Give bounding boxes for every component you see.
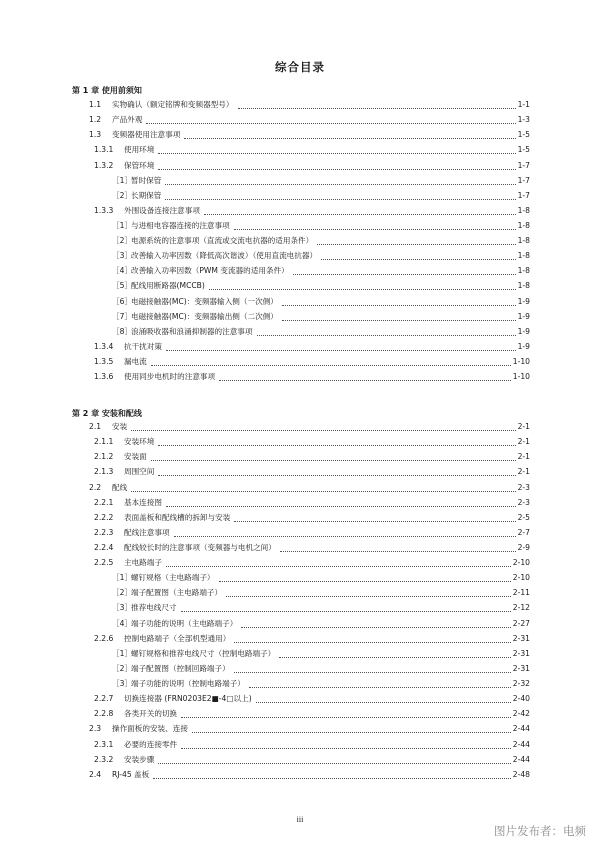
entry-number: 1.1 xyxy=(89,100,102,109)
entry-number: 2.2.3 xyxy=(94,527,114,537)
toc-entry[interactable] xyxy=(0,587,600,599)
dot-leader xyxy=(321,259,516,260)
toc-entry[interactable] xyxy=(0,739,600,751)
toc-entry[interactable] xyxy=(0,663,600,675)
entry-page: 2-3 xyxy=(517,482,530,492)
entry-page: 2-1 xyxy=(517,467,530,477)
entry-title: 浪涌吸收器和浪涌抑制器的注意事项 xyxy=(131,326,253,336)
toc-entry[interactable] xyxy=(0,542,600,554)
entry-title: 推荐电线尺寸 xyxy=(131,603,177,613)
dot-leader xyxy=(209,289,516,290)
entry-number: 2.1 xyxy=(89,422,102,431)
entry-title: 切换连接器 (FRN0203E2■-4□以上) xyxy=(124,694,252,704)
entry-number: 2.1.2 xyxy=(94,452,114,462)
entry-title: 变频器使用注意事项 xyxy=(112,130,181,140)
toc-entry[interactable] xyxy=(0,451,600,463)
entry-title: 各类开关的切换 xyxy=(124,709,178,719)
entry-page: 2-11 xyxy=(512,588,530,598)
dot-leader xyxy=(219,380,511,381)
entry-title: 长期保管 xyxy=(131,190,162,200)
entry-title: 端子配置图（主电路端子） xyxy=(131,588,223,598)
dot-leader xyxy=(257,335,516,336)
toc-entry[interactable] xyxy=(0,280,600,292)
entry-title: 配线 xyxy=(112,482,128,492)
entry-page: 2-10 xyxy=(512,558,530,568)
dot-leader xyxy=(249,687,511,688)
dot-leader xyxy=(174,536,516,537)
dot-leader xyxy=(166,350,516,351)
entry-number: ［2］ xyxy=(112,588,133,598)
entry-title: 安装环境 xyxy=(124,437,155,447)
dot-leader xyxy=(181,748,511,749)
entry-number: 2.2.5 xyxy=(94,558,114,568)
entry-number: ［2］ xyxy=(112,190,133,200)
chapter-heading: 第 1 章 使用前须知 xyxy=(72,86,142,95)
entry-page: 1-7 xyxy=(517,175,530,185)
entry-page: 1-7 xyxy=(517,160,530,170)
entry-title: 电磁接触器(MC)：变频器输入侧（一次侧） xyxy=(131,296,278,306)
entry-page: 2-44 xyxy=(512,739,530,749)
dot-leader xyxy=(238,108,516,109)
chapter-heading: 第 2 章 安装和配线 xyxy=(72,409,142,418)
dot-leader xyxy=(146,123,515,124)
entry-number: ［3］ xyxy=(112,251,133,261)
entry-page: 1-3 xyxy=(517,115,530,125)
entry-page: 2-42 xyxy=(512,709,530,719)
toc-entry[interactable] xyxy=(0,754,600,766)
toc-entry[interactable] xyxy=(0,144,600,156)
toc-entry[interactable] xyxy=(0,466,600,478)
toc-entry[interactable] xyxy=(0,205,600,217)
entry-number: 1.3.1 xyxy=(94,145,114,155)
entry-page: 2-31 xyxy=(512,663,530,673)
dot-leader xyxy=(158,475,515,476)
entry-title: 螺钉规格（主电路端子） xyxy=(131,573,215,583)
entry-title: 端子功能的说明（控制电路端子） xyxy=(131,679,245,688)
entry-number: 2.2.6 xyxy=(94,633,114,643)
dot-leader xyxy=(181,611,511,612)
toc-entry[interactable] xyxy=(0,648,600,660)
entry-page: 1-9 xyxy=(517,311,530,321)
toc-entry[interactable] xyxy=(0,482,600,494)
toc-entry[interactable] xyxy=(0,723,600,735)
toc-entry[interactable] xyxy=(0,296,600,308)
entry-number: ［6］ xyxy=(112,296,133,306)
entry-number: ［2］ xyxy=(112,236,133,246)
entry-page: 1-5 xyxy=(517,130,530,140)
dot-leader xyxy=(166,506,516,507)
dot-leader xyxy=(226,596,511,597)
entry-title: 配线注意事项 xyxy=(124,527,170,537)
publisher-watermark: 图片发布者：电频 xyxy=(494,824,586,838)
entry-title: 基本连接图 xyxy=(124,497,162,507)
toc-entry[interactable] xyxy=(0,160,600,172)
entry-page: 2-1 xyxy=(517,452,530,462)
entry-number: ［4］ xyxy=(112,266,133,276)
dot-leader xyxy=(279,657,510,658)
entry-page: 1-1 xyxy=(517,100,530,109)
entry-number: 1.3.5 xyxy=(94,357,114,366)
entry-page: 2-44 xyxy=(512,754,530,764)
toc-entry[interactable] xyxy=(0,356,600,368)
dot-leader xyxy=(234,229,516,230)
dot-leader xyxy=(165,184,515,185)
entry-number: 2.2.7 xyxy=(94,694,114,704)
toc-entry[interactable] xyxy=(0,341,600,353)
entry-page: 2-32 xyxy=(512,679,530,688)
entry-title: 使用环境 xyxy=(124,145,155,155)
toc-entry[interactable] xyxy=(0,311,600,323)
dot-leader xyxy=(166,566,511,567)
dot-leader xyxy=(184,138,515,139)
toc-entry[interactable] xyxy=(0,436,600,448)
entry-number: 2.2.2 xyxy=(94,512,114,522)
entry-title: 操作面板的安装、连接 xyxy=(112,724,188,734)
dot-leader xyxy=(131,430,515,431)
dot-leader xyxy=(153,778,511,779)
entry-title: 配线用断路器(MCCB) xyxy=(131,281,205,291)
toc-entry[interactable] xyxy=(0,678,600,690)
toc-entry[interactable] xyxy=(0,602,600,614)
entry-title: 使用同步电机时的注意事项 xyxy=(124,372,216,382)
entry-title: 安装步骤 xyxy=(124,754,155,764)
entry-page: 1-5 xyxy=(517,145,530,155)
entry-title: 暂时保管 xyxy=(131,175,162,185)
toc-entry[interactable] xyxy=(0,190,600,202)
entry-number: 2.2 xyxy=(89,482,102,492)
dot-leader xyxy=(181,717,511,718)
entry-title: 主电路端子 xyxy=(124,558,162,568)
dot-leader xyxy=(204,214,516,215)
toc-entry[interactable] xyxy=(0,250,600,262)
entry-title: 漏电流 xyxy=(124,357,147,366)
entry-page: 1-8 xyxy=(517,221,530,230)
entry-page: 2-27 xyxy=(512,618,530,628)
toc-entry[interactable] xyxy=(0,175,600,187)
dot-leader xyxy=(241,627,510,628)
entry-title: 配线较长时的注意事项（变频器与电机之间） xyxy=(124,543,276,552)
dot-leader xyxy=(158,763,510,764)
toc-entry[interactable] xyxy=(0,265,600,277)
entry-page: 2-31 xyxy=(512,633,530,643)
entry-title: 保管环境 xyxy=(124,160,155,170)
dot-leader xyxy=(234,521,515,522)
dot-leader xyxy=(256,702,511,703)
entry-page: 1-7 xyxy=(517,190,530,200)
toc-entry[interactable] xyxy=(0,557,600,569)
entry-number: 1.3.3 xyxy=(94,205,114,215)
entry-number: 2.1.3 xyxy=(94,467,114,477)
dot-leader xyxy=(165,199,515,200)
entry-number: ［1］ xyxy=(112,175,133,185)
entry-page: 2-44 xyxy=(512,724,530,734)
dot-leader xyxy=(234,642,510,643)
entry-title: 安装 xyxy=(112,422,128,431)
toc-entry[interactable] xyxy=(0,572,600,584)
entry-title: 电源系统的注意事项（直流或交流电抗器的适用条件） xyxy=(131,236,314,246)
entry-number: ［3］ xyxy=(112,679,133,688)
entry-title: 必要的连接零件 xyxy=(124,739,178,749)
entry-number: 2.4 xyxy=(89,769,102,779)
entry-number: 1.3.4 xyxy=(94,341,114,351)
entry-number: ［1］ xyxy=(112,221,133,230)
toc-entry[interactable] xyxy=(0,421,600,433)
toc-entry[interactable] xyxy=(0,114,600,126)
entry-number: ［1］ xyxy=(112,573,133,583)
entry-page: 1-8 xyxy=(517,266,530,276)
entry-page: 2-31 xyxy=(512,648,530,658)
entry-number: 2.1.1 xyxy=(94,437,114,447)
entry-title: 螺钉规格和推荐电线尺寸（控制电路端子） xyxy=(131,648,276,658)
toc-entry[interactable] xyxy=(0,769,600,781)
dot-leader xyxy=(192,732,511,733)
entry-title: 实物确认（额定铭牌和变频器型号） xyxy=(112,100,234,109)
entry-title: RJ-45 盖板 xyxy=(112,769,150,779)
entry-page: 1-9 xyxy=(517,341,530,351)
entry-page: 1-10 xyxy=(512,372,530,382)
entry-title: 端子配置图（控制回路端子） xyxy=(131,663,230,673)
dot-leader xyxy=(131,491,515,492)
entry-page: 2-1 xyxy=(517,422,530,431)
entry-number: 2.3 xyxy=(89,724,102,734)
dot-leader xyxy=(151,365,511,366)
entry-page: 1-9 xyxy=(517,296,530,306)
entry-page: 1-10 xyxy=(512,357,530,366)
dot-leader xyxy=(282,305,516,306)
dot-leader xyxy=(234,672,511,673)
entry-number: 2.3.2 xyxy=(94,754,114,764)
entry-page: 2-7 xyxy=(517,527,530,537)
toc-entry[interactable] xyxy=(0,633,600,645)
entry-number: ［1］ xyxy=(112,648,133,658)
entry-page: 2-9 xyxy=(517,543,530,552)
entry-page: 1-8 xyxy=(517,281,530,291)
entry-number: 1.3 xyxy=(89,130,102,140)
entry-page: 2-10 xyxy=(512,573,530,583)
entry-number: 2.2.8 xyxy=(94,709,114,719)
entry-title: 端子功能的说明（主电路端子） xyxy=(131,618,238,628)
entry-page: 2-48 xyxy=(512,769,530,779)
dot-leader xyxy=(282,320,516,321)
entry-page: 2-1 xyxy=(517,437,530,447)
entry-number: ［3］ xyxy=(112,603,133,613)
entry-title: 电磁接触器(MC)：变频器输出侧（二次侧） xyxy=(131,311,278,321)
entry-number: 1.3.6 xyxy=(94,372,114,382)
dot-leader xyxy=(293,274,516,275)
toc-entry[interactable] xyxy=(0,693,600,705)
entry-number: 1.2 xyxy=(89,115,102,125)
entry-number: ［4］ xyxy=(112,618,133,628)
entry-number: 2.3.1 xyxy=(94,739,114,749)
dot-leader xyxy=(280,551,516,552)
entry-title: 表面盖板和配线槽的拆卸与安装 xyxy=(124,512,231,522)
entry-page: 2-40 xyxy=(512,694,530,704)
dot-leader xyxy=(158,445,515,446)
dot-leader xyxy=(219,581,511,582)
entry-page: 1-8 xyxy=(517,205,530,215)
entry-title: 安装面 xyxy=(124,452,147,462)
toc-entry[interactable] xyxy=(0,497,600,509)
entry-number: ［5］ xyxy=(112,281,133,291)
toc-entry[interactable] xyxy=(0,220,600,232)
dot-leader xyxy=(158,169,515,170)
toc-entry[interactable] xyxy=(0,129,600,141)
entry-number: ［7］ xyxy=(112,311,133,321)
toc-entry[interactable] xyxy=(0,235,600,247)
entry-title: 抗干扰对策 xyxy=(124,341,162,351)
entry-title: 产品外观 xyxy=(112,115,143,125)
toc-entry[interactable] xyxy=(0,326,600,338)
dot-leader xyxy=(317,244,515,245)
entry-page: 2-12 xyxy=(512,603,530,613)
entry-page: 1-9 xyxy=(517,326,530,336)
page-title: 综合目录 xyxy=(275,60,325,74)
entry-title: 改善输入功率因数（降低高次谐波）（使用直流电抗器） xyxy=(131,251,318,261)
entry-page: 1-8 xyxy=(517,236,530,246)
entry-page: 1-8 xyxy=(517,251,530,261)
dot-leader xyxy=(151,460,516,461)
entry-number: 2.2.1 xyxy=(94,497,114,507)
toc-entry[interactable] xyxy=(0,527,600,539)
entry-title: 与进相电容器连接的注意事项 xyxy=(131,221,230,230)
entry-number: ［8］ xyxy=(112,326,133,336)
entry-page: 2-5 xyxy=(517,512,530,522)
entry-title: 外围设备连接注意事项 xyxy=(124,205,200,215)
toc-entry[interactable] xyxy=(0,99,600,111)
toc-entry[interactable] xyxy=(0,371,600,383)
toc-entry[interactable] xyxy=(0,708,600,720)
entry-title: 控制电路端子（全部机型通用） xyxy=(124,633,231,643)
entry-number: 2.2.4 xyxy=(94,543,114,552)
entry-page: 2-3 xyxy=(517,497,530,507)
entry-title: 周围空间 xyxy=(124,467,155,477)
entry-number: ［2］ xyxy=(112,663,133,673)
page-number: iii xyxy=(296,815,304,824)
entry-number: 1.3.2 xyxy=(94,160,114,170)
toc-entry[interactable] xyxy=(0,512,600,524)
entry-title: 改善输入功率因数（PWM 变流器的适用条件） xyxy=(131,266,289,276)
toc-entry[interactable] xyxy=(0,618,600,630)
dot-leader xyxy=(158,153,515,154)
